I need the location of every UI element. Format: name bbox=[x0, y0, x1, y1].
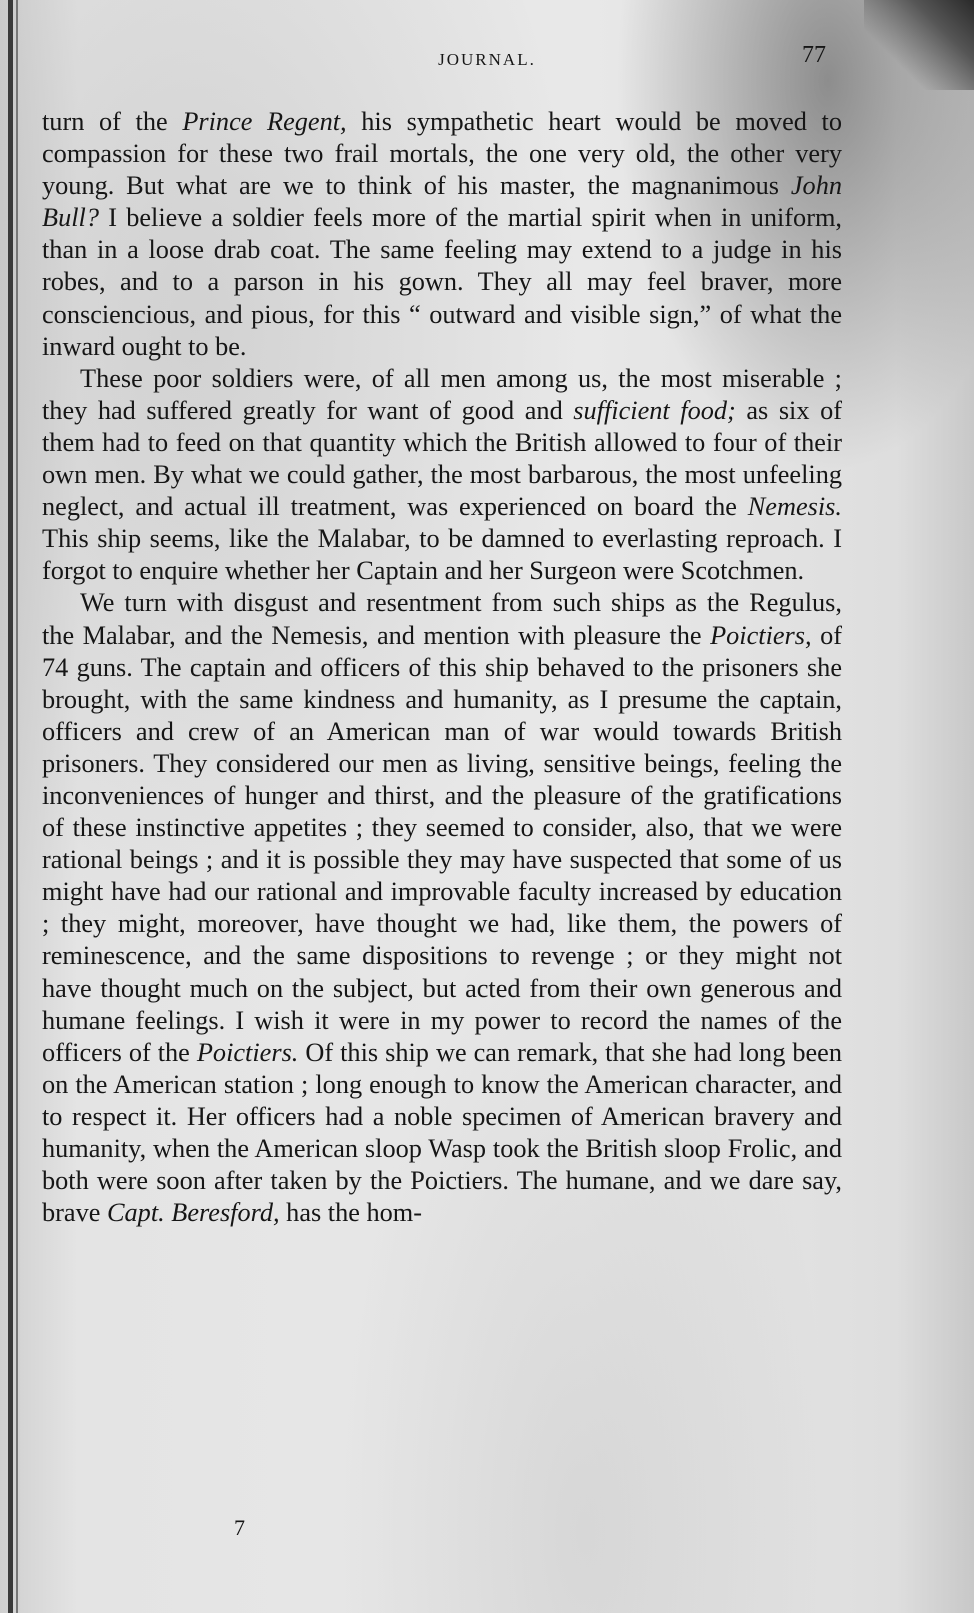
binding-gutter bbox=[8, 0, 13, 1613]
signature-mark: 7 bbox=[234, 1515, 245, 1540]
page-corner-shadow bbox=[864, 0, 974, 90]
paragraph: We turn with disgust and resentment from such ships as the Regulus, the Malabar, and the Nemesis, and mention with pleasure the Poictiers, of 74 guns. The captain and officers of this ship behaved to the prisoners she brought, with the same kindness and humanity, as I presume the captain, officers and crew of an American man of war would towards British prisoners. They considered our men as living, sensitive beings, feeling the inconveniences of hunger and thirst, and the pleasure of the gratifications of these instinctive appetites ; they seemed to consider, also, that we were rational beings ; and it is possible they may have suspected that some of us might have had our rational and improvable faculty increased by education ; they might, moreover, have thought we had, like them, the powers of reminescence, and the same dispositions to revenge ; or they might not have thought much on the subject, but acted from their own generous and humane feelings. I wish it were in my power to record the names of the officers of the Poictiers. Of this ship we can remark, that she had long been on the American station ; long enough to know the American character, and to respect it. Her officers had a noble specimen of American bravery and humanity, when the American sloop Wasp took the British sloop Frolic, and both were soon after taken by the Poictiers. The humane, and we dare say, brave Capt. Beresford, has the hom- bbox=[42, 588, 842, 1228]
paragraph: turn of the Prince Regent, his sympathetic heart would be moved to compassion for these two frail mortals, the one very old, the other very young. But what are we to think of his master, the magnanimous John Bull? I believe a soldier feels more of the martial spirit when in uniform, than in a loose drab coat. The same feeling may extend to a judge in his robes, and to a parson in his gown. They all may feel braver, more consciencious, and pious, for this “ outward and visible sign,” of what the inward ought to be. bbox=[42, 107, 842, 361]
paragraph: These poor soldiers were, of all men among us, the most miserable ; they had suffered greatly for want of good and sufficient food; as six of them had to feed on that quantity which the British allowed to four of their own men. By what we could gather, the most barbarous, the most unfeeling neglect, and actual ill treatment, was experienced on board the Nemesis. This ship seems, like the Malabar, to be damned to everlasting reproach. I forgot to enquire whether her Captain and her Surgeon were Scotchmen. bbox=[42, 363, 842, 586]
page-number: 77 bbox=[802, 42, 826, 68]
binding-gutter-line bbox=[16, 0, 18, 1613]
body-text bbox=[42, 106, 842, 1229]
running-head: JOURNAL. bbox=[438, 50, 536, 69]
